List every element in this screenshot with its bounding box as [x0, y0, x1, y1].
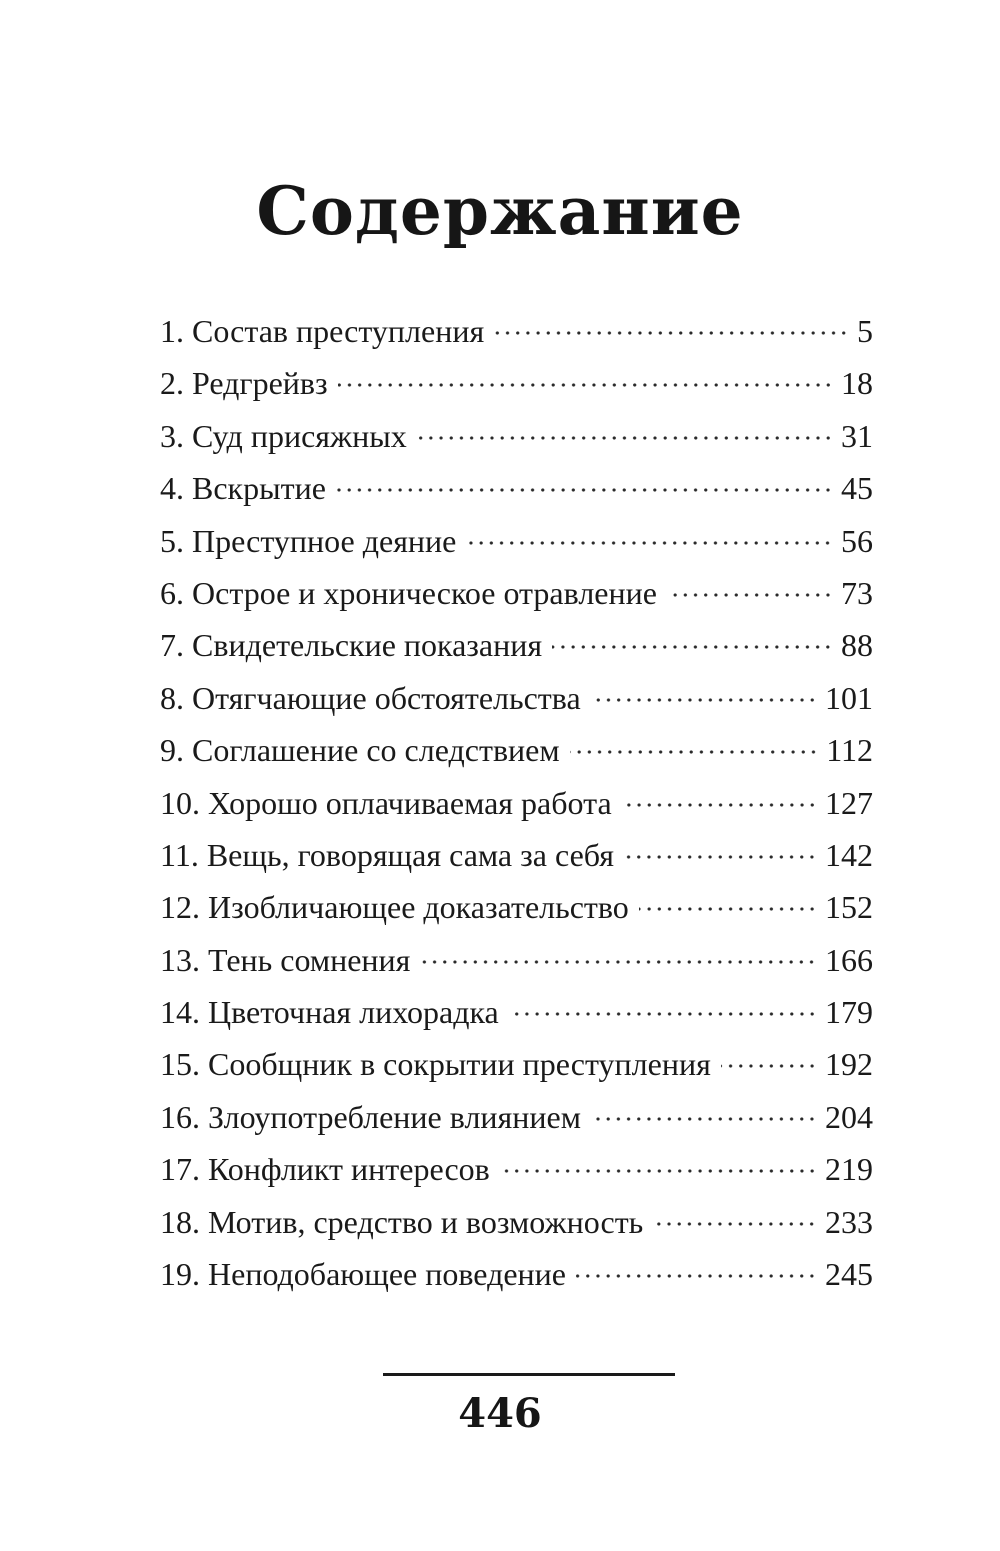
- toc-entry[interactable]: [160, 305, 873, 357]
- page-number: 446: [458, 1390, 542, 1437]
- toc-entry-page: 233: [825, 1203, 873, 1240]
- toc-entry-page: 73: [841, 574, 873, 611]
- toc-entry-title: 17. Конфликт интересов: [160, 1151, 490, 1188]
- toc-entry[interactable]: [160, 1091, 873, 1143]
- toc-entry-title: 13. Тень сомнения: [160, 941, 411, 978]
- toc-entry-title: 14. Цветочная лихорадка: [160, 994, 499, 1031]
- toc-entry-page: 204: [825, 1098, 873, 1135]
- toc-entry-title: 3. Суд присяжных: [160, 417, 407, 454]
- toc-entry[interactable]: [160, 515, 873, 567]
- toc-entry-page: 31: [841, 417, 873, 454]
- toc-entry[interactable]: [160, 829, 873, 881]
- toc-entry-page: 5: [857, 313, 873, 349]
- toc-entry[interactable]: [160, 1143, 873, 1195]
- toc-entry-title: 18. Мотив, средство и возможность: [160, 1203, 644, 1240]
- dot-leader: [417, 436, 833, 440]
- toc-entry[interactable]: [160, 934, 873, 986]
- toc-entry-page: 18: [841, 365, 873, 402]
- dot-leader: [624, 855, 817, 859]
- toc-entry[interactable]: [160, 672, 873, 724]
- toc-entry[interactable]: [160, 357, 873, 409]
- toc-entry[interactable]: [160, 777, 873, 829]
- dot-leader: [336, 488, 833, 492]
- toc-entry[interactable]: [160, 462, 873, 514]
- dot-leader: [552, 645, 833, 649]
- footer-divider: [383, 1373, 675, 1376]
- dot-leader: [591, 698, 817, 702]
- toc-entry-title: 16. Злоупотребление влиянием: [160, 1098, 581, 1135]
- toc-entry[interactable]: [160, 410, 873, 462]
- toc-entry[interactable]: [160, 986, 873, 1038]
- toc-entry-page: 88: [841, 627, 873, 664]
- dot-leader: [420, 960, 817, 964]
- dot-leader: [721, 1064, 817, 1068]
- toc-entry-page: 166: [825, 941, 873, 978]
- toc-entry-page: 179: [825, 994, 873, 1031]
- toc-entry-page: 101: [825, 679, 873, 716]
- dot-leader: [570, 750, 819, 754]
- toc-entry[interactable]: [160, 1248, 873, 1300]
- dot-leader: [667, 593, 833, 597]
- toc-entry-page: 152: [825, 889, 873, 926]
- toc-entry-page: 56: [841, 522, 873, 559]
- toc-entry-title: 2. Редгрейвз: [160, 365, 328, 402]
- toc-entry[interactable]: [160, 1196, 873, 1248]
- toc-entry-title: 15. Сообщник в сокрытии преступления: [160, 1046, 711, 1083]
- toc-entry-title: 4. Вскрытие: [160, 470, 326, 507]
- toc-entry-page: 245: [825, 1256, 873, 1293]
- toc-entry-page: 127: [825, 784, 873, 821]
- toc-entry[interactable]: [160, 881, 873, 933]
- dot-leader: [494, 331, 849, 335]
- toc-entry-title: 1. Состав преступления: [160, 313, 485, 349]
- dot-leader: [653, 1222, 817, 1226]
- toc-entry-title: 19. Неподобающее поведение: [160, 1256, 566, 1293]
- toc-entry[interactable]: [160, 724, 873, 776]
- page-title: Содержание: [256, 172, 744, 251]
- dot-leader: [466, 541, 833, 545]
- toc-entry-title: 10. Хорошо оплачиваемая работа: [160, 784, 612, 821]
- toc-entry[interactable]: [160, 1038, 873, 1090]
- toc-entry-title: 5. Преступное деяние: [160, 522, 457, 559]
- table-of-contents: [160, 305, 873, 1300]
- dot-leader: [639, 907, 817, 911]
- toc-entry-title: 9. Соглашение со следствием: [160, 732, 560, 769]
- toc-entry-page: 192: [825, 1046, 873, 1083]
- dot-leader: [576, 1274, 817, 1278]
- toc-entry-title: 7. Свидетельские показания: [160, 627, 543, 664]
- toc-entry-title: 8. Отягчающие обстоятельства: [160, 679, 581, 716]
- dot-leader: [622, 803, 817, 807]
- toc-entry-title: 12. Изобличающее доказательство: [160, 889, 629, 926]
- toc-entry[interactable]: [160, 567, 873, 619]
- toc-entry-title: 11. Вещь, говорящая сама за себя: [160, 836, 614, 873]
- toc-entry[interactable]: [160, 619, 873, 671]
- toc-entry-title: 6. Острое и хроническое отравление: [160, 574, 657, 611]
- dot-leader: [338, 383, 833, 387]
- dot-leader: [509, 1012, 817, 1016]
- dot-leader: [591, 1117, 817, 1121]
- toc-entry-page: 142: [825, 836, 873, 873]
- toc-entry-page: 219: [825, 1151, 873, 1188]
- toc-entry-page: 45: [841, 470, 873, 507]
- toc-entry-page: 112: [826, 732, 873, 769]
- dot-leader: [500, 1169, 817, 1173]
